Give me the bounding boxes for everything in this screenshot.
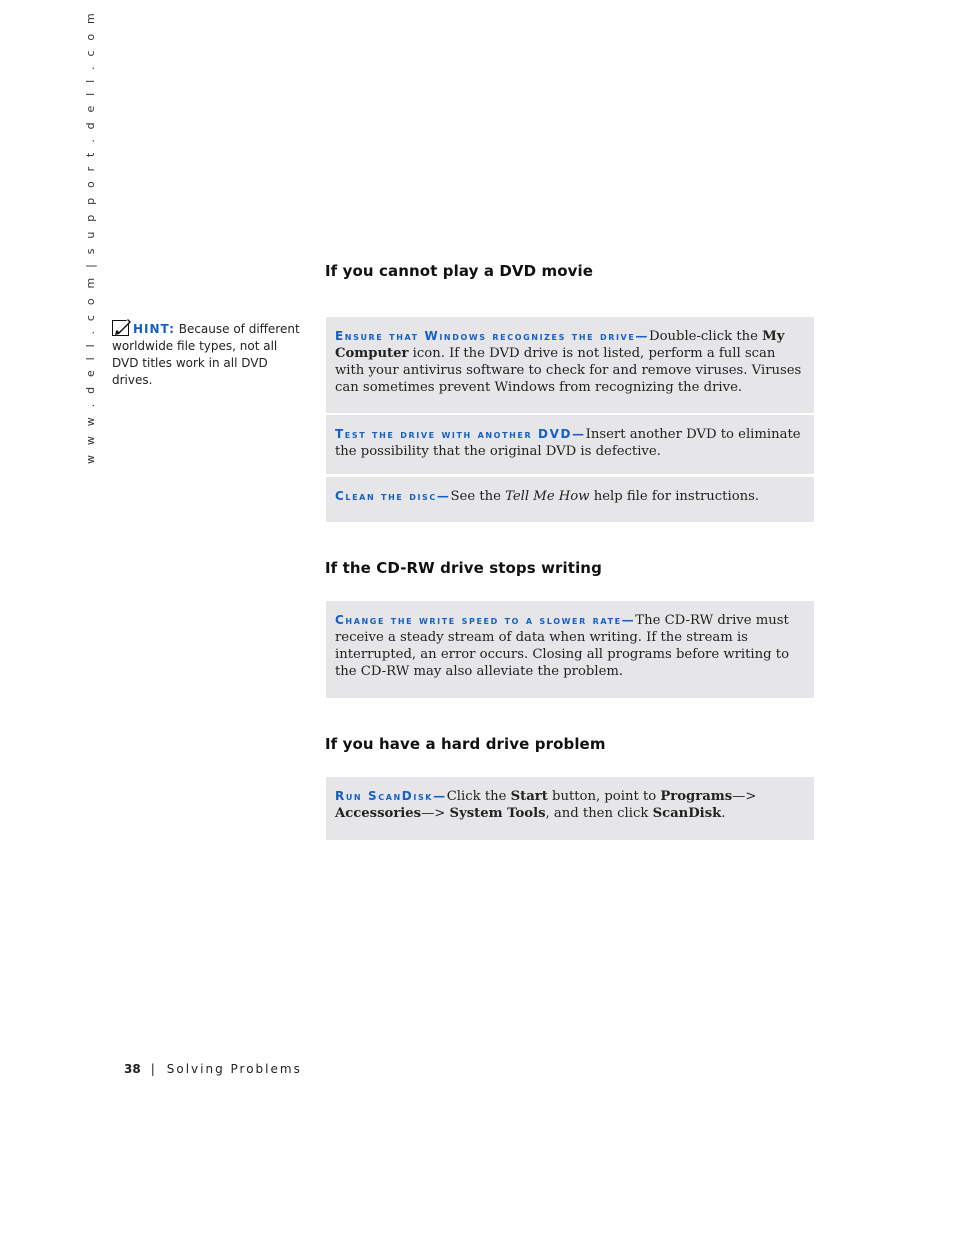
hint-label: HINT:	[133, 322, 175, 336]
tip-title: Change the write speed to a slower rate—	[335, 613, 636, 627]
page-number: 38	[124, 1062, 141, 1076]
tip-title: Test the drive with another DVD—	[335, 427, 586, 441]
tip-title: Clean the disc—	[335, 489, 451, 503]
section-heading-hard-drive: If you have a hard drive problem	[325, 735, 606, 753]
tip-box-scandisk: Run ScanDisk—Click the Start button, point to Programs—> Accessories—> System Tools, and then click ScanDisk.	[326, 777, 814, 840]
side-url: w w w . d e l l . c o m | s u p p o r t . d e l l . c o m	[84, 10, 97, 464]
section-heading-dvd: If you cannot play a DVD movie	[325, 262, 594, 280]
hint-text: Because of different worldwide file types, not all DVD titles work in all DVD drives.	[112, 322, 300, 387]
hint-note	[112, 318, 302, 389]
tip-title: Ensure that Windows recognizes the drive—	[335, 329, 649, 343]
pencil-note-icon	[112, 318, 132, 336]
footer-title: Solving Problems	[166, 1062, 302, 1076]
page-footer	[124, 1062, 302, 1076]
section-heading-cdrw: If the CD-RW drive stops writing	[325, 559, 602, 577]
tip-box-ensure-windows: Ensure that Windows recognizes the drive—Double-click the My Computer icon. If the DVD drive is not listed, perform a full scan with your antivirus software to check for and remove viruses. Viruses can sometimes prevent Windows from recognizing the drive.	[326, 317, 814, 413]
tip-title: Run ScanDisk—	[335, 789, 447, 803]
tip-box-write-speed: Change the write speed to a slower rate—The CD-RW drive must receive a steady stream of data when writing. If the stream is interrupted, an error occurs. Closing all programs before writing to the CD-RW may also alleviate the problem.	[326, 601, 814, 698]
tip-box-test-drive: Test the drive with another DVD—Insert another DVD to eliminate the possibility that the original DVD is defective.	[326, 415, 814, 474]
tip-box-clean-disc: Clean the disc—See the Tell Me How help file for instructions.	[326, 477, 814, 522]
footer-separator: |	[150, 1062, 155, 1076]
